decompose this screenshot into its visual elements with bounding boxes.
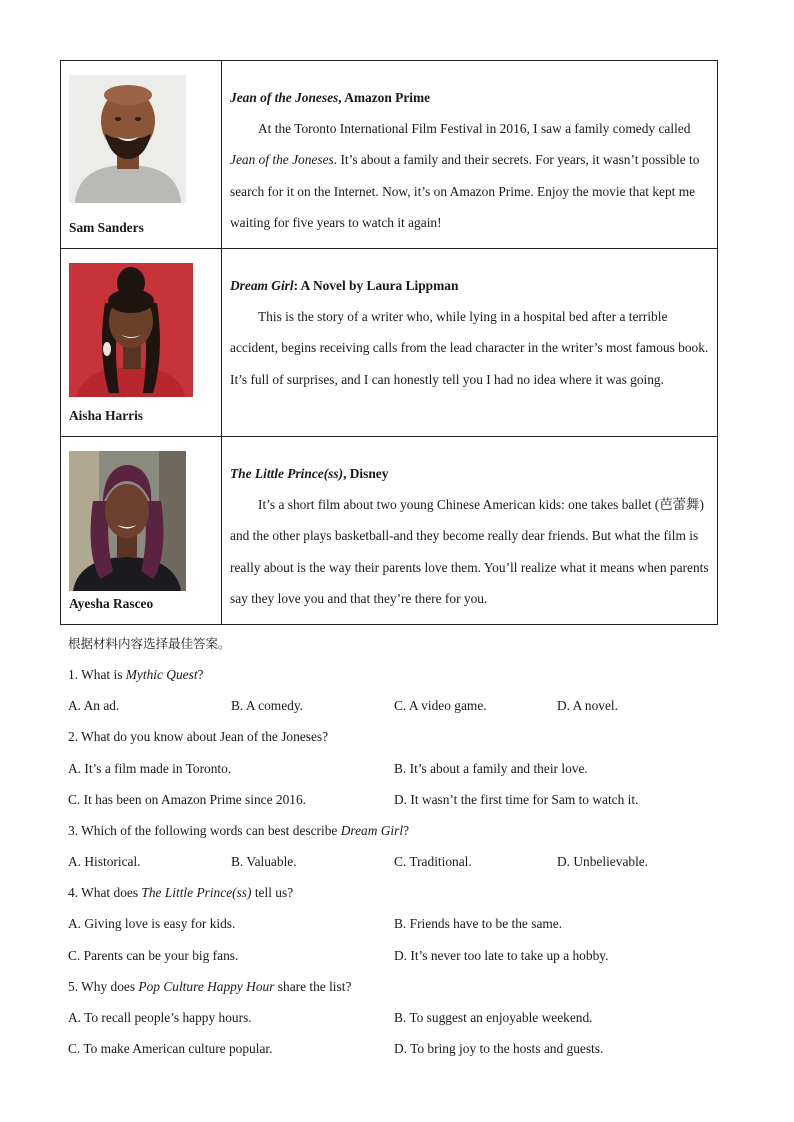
option-a[interactable]: A. An ad.: [68, 698, 120, 714]
person-name: Sam Sanders: [69, 220, 144, 235]
review-cell: [222, 437, 718, 625]
option-row: [68, 1002, 728, 1033]
option-row: [68, 1033, 728, 1064]
question-text: ?: [197, 667, 204, 683]
title-rest: , Disney: [343, 466, 389, 481]
question-stem: [68, 815, 728, 846]
question-text: 5. Why does: [68, 978, 139, 994]
option-d[interactable]: D. Unbelievable.: [557, 854, 649, 870]
question-italic: Dream Girl: [340, 822, 404, 838]
title-rest: , Amazon Prime: [338, 90, 431, 105]
review-body: This is the story of a writer who, while lying in a hospital bed after a terrible accident, begins receiving calls from the lead character in the writer’s most famous book. It’s full of surprises, and I can honestly tell you I had no idea where it was going.: [230, 309, 709, 387]
option-row: [68, 753, 728, 784]
option-d[interactable]: D. It wasn’t the first time for Sam to watch it.: [394, 791, 639, 807]
option-row: [68, 908, 728, 939]
option-a[interactable]: A. Historical.: [68, 854, 141, 870]
option-b[interactable]: B. Friends have to be the same.: [394, 916, 563, 932]
question-section: [68, 628, 728, 1064]
question-italic: Mythic Quest: [125, 667, 198, 683]
option-c[interactable]: C. Parents can be your big fans.: [68, 947, 239, 963]
option-c[interactable]: C. A video game.: [394, 698, 487, 714]
review-title: [230, 82, 709, 113]
recommendation-table: [60, 60, 718, 625]
review-body-text: At the Toronto International Film Festival in 2016, I saw a family comedy called: [258, 121, 691, 137]
option-b[interactable]: B. It’s about a family and their love.: [394, 760, 588, 776]
title-rest: : A Novel by Laura Lippman: [293, 278, 459, 293]
review-row-aisha: [61, 249, 718, 437]
option-b[interactable]: B. A comedy.: [231, 698, 304, 714]
person-name: Aisha Harris: [69, 408, 144, 423]
question-stem: [68, 659, 728, 690]
review-body: [230, 113, 709, 238]
option-a[interactable]: A. To recall people’s happy hours.: [68, 1009, 252, 1025]
person-cell: [61, 437, 222, 625]
option-b[interactable]: B. Valuable.: [231, 854, 297, 870]
option-a[interactable]: A. It’s a film made in Toronto.: [68, 760, 232, 776]
title-italic: The Little Prince(ss): [230, 466, 344, 481]
review-body-text: . It’s about a family and their secrets. For years, it wasn’t possible to search for it on the Internet. Now, it’s on Amazon Prime. Enjoy the movie that kept me waiting for five years to watch it again!: [230, 152, 700, 230]
option-a[interactable]: A. Giving love is easy for kids.: [68, 916, 236, 932]
option-d[interactable]: D. A novel.: [557, 698, 619, 714]
option-c[interactable]: C. To make American culture popular.: [68, 1041, 273, 1057]
review-body: It’s a short film about two young Chinese American kids: one takes ballet (芭蕾舞) and the other plays basketball-and they become really dear friends. But what the film is really about is the way their parents love them. You’ll realize what it means when parents say they love you and that they’re there for you.: [230, 497, 709, 606]
option-row: [68, 846, 728, 877]
person-cell: [61, 61, 222, 249]
option-d[interactable]: D. To bring joy to the hosts and guests.: [394, 1041, 604, 1057]
review-body-italic: Jean of the Joneses: [230, 152, 334, 168]
review-cell: [222, 249, 718, 437]
question-stem: [68, 877, 728, 908]
question-text: 2. What do you know about Jean of the Joneses?: [68, 729, 329, 745]
person-name: Ayesha Rasceo: [69, 596, 154, 611]
option-c[interactable]: C. Traditional.: [394, 854, 472, 870]
option-b[interactable]: B. To suggest an enjoyable weekend.: [394, 1009, 593, 1025]
review-cell: [222, 61, 718, 249]
review-row-sam: [61, 61, 718, 249]
question-text: ?: [403, 822, 410, 838]
review-row-ayesha: [61, 437, 718, 625]
option-c[interactable]: C. It has been on Amazon Prime since 2016.: [68, 791, 307, 807]
review-title: [230, 458, 709, 489]
question-italic: The Little Prince(ss): [141, 885, 252, 901]
title-italic: Jean of the Joneses: [230, 90, 339, 105]
title-italic: Dream Girl: [230, 278, 294, 293]
option-row: [68, 784, 728, 815]
option-row: [68, 690, 728, 721]
question-stem: [68, 721, 728, 752]
question-text: share the list?: [274, 978, 352, 994]
sam-sanders-photo: [69, 75, 186, 203]
person-cell: [61, 249, 222, 437]
question-italic: Pop Culture Happy Hour: [138, 978, 275, 994]
instructions: 根据材料内容选择最佳答案。: [68, 636, 231, 651]
ayesha-rasceo-photo: [69, 451, 186, 591]
question-text: 1. What is: [68, 667, 126, 683]
question-text: tell us?: [251, 885, 294, 901]
question-text: 3. Which of the following words can best describe: [68, 822, 341, 838]
aisha-harris-photo: [69, 263, 193, 397]
option-row: [68, 940, 728, 971]
option-d[interactable]: D. It’s never too late to take up a hobby.: [394, 947, 609, 963]
review-title: [230, 270, 709, 301]
question-text: 4. What does: [68, 885, 142, 901]
question-stem: [68, 971, 728, 1002]
